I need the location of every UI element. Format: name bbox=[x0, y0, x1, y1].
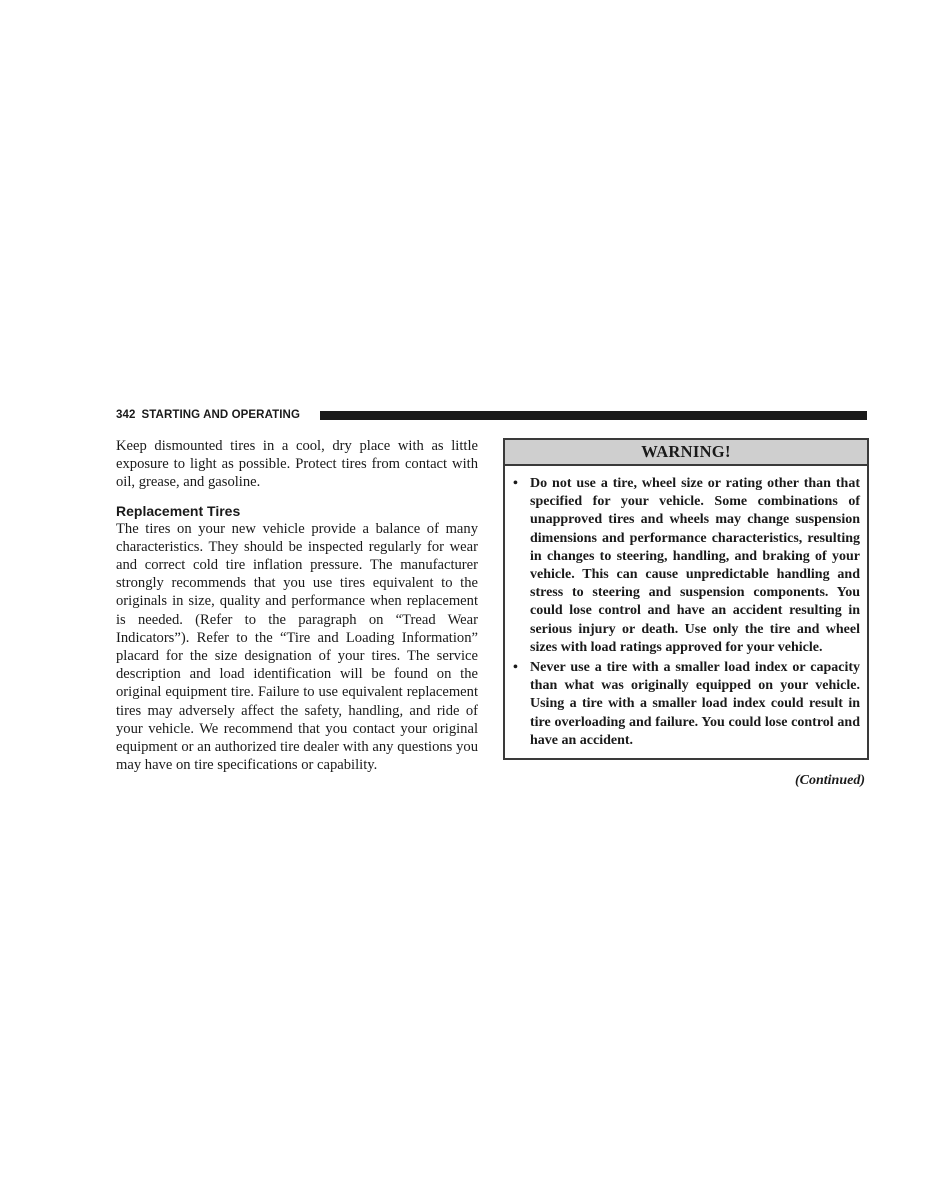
warning-box bbox=[503, 438, 869, 760]
warning-item-text: Do not use a tire, wheel size or rating other than that specified for your vehicle. Some combinations of unapproved tires and wheels may change suspension dimensions and performance characteristics, resulting in changes to steering, handling, and braking of your vehicle. This can cause unpredictable handling and stress to steering and suspension components. You could lose control and have an accident resulting in serious injury or death. Use only the tire and wheel sizes with load ratings approved for your vehicle. bbox=[530, 476, 860, 655]
section-title: STARTING AND OPERATING bbox=[141, 409, 301, 421]
warning-item bbox=[513, 659, 860, 750]
warning-item bbox=[513, 475, 860, 657]
bullet-icon: • bbox=[513, 660, 518, 676]
continued-label: (Continued) bbox=[794, 773, 865, 788]
left-column bbox=[116, 437, 478, 774]
replacement-tires-paragraph: The tires on your new vehicle provide a balance of many characteristics. They should be inspected regularly for wear and correct cold tire inflation pressure. The manufacturer strongly recommends that you use tires equivalent to the originals in size, quality and performance when replacement is needed. (Refer to the paragraph on “Tread Wear Indicators”). Refer to the “Tire and Loading Information” placard for the size designation of your tires. The service description and load identification will be found on the original equipment tire. Failure to use equivalent replacement tires may adversely affect the safety, handling, and ride of your vehicle. We recommend that you contact your original equipment or an authorized tire dealer with any questions you may have on tire specifications or capability. bbox=[116, 520, 478, 774]
bullet-icon: • bbox=[513, 476, 518, 491]
warning-title: WARNING! bbox=[505, 440, 867, 466]
page-number: 342 bbox=[116, 409, 136, 421]
storage-paragraph: Keep dismounted tires in a cool, dry place with as little exposure to light as possible. Protect tires from contact with oil, grease, and gasoline. bbox=[116, 438, 478, 491]
page-header bbox=[116, 408, 867, 422]
header-rule bbox=[320, 411, 867, 420]
warning-body bbox=[505, 466, 867, 758]
replacement-tires-heading: Replacement Tires bbox=[116, 502, 241, 519]
header-text bbox=[116, 408, 300, 422]
warning-item-text: Never use a tire with a smaller load index or capacity than what was originally equipped on your vehicle. Using a tire with a smaller load index could result in tire overloading and failure. You could lose control and have an accident. bbox=[530, 660, 860, 748]
